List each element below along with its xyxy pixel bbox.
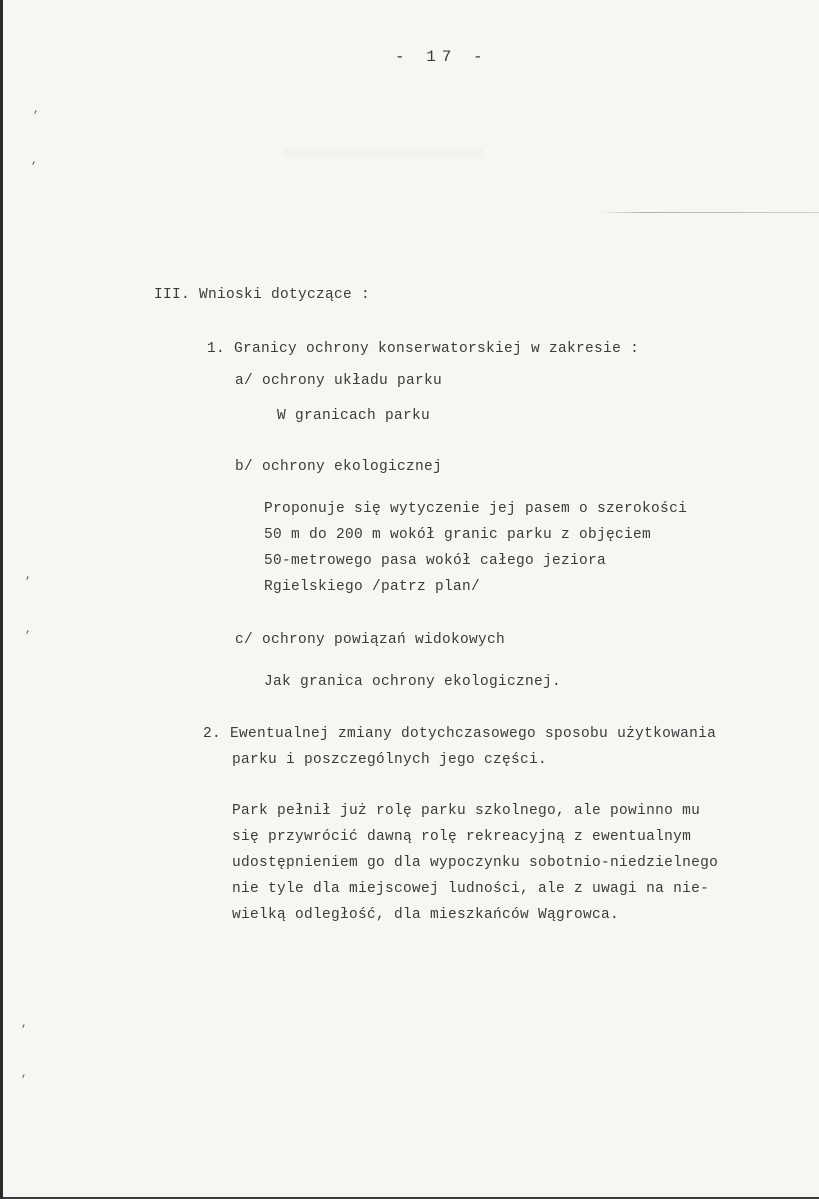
horizontal-rule	[599, 212, 819, 213]
item-1b-label: b/ ochrony ekologicznej	[235, 459, 443, 475]
faint-show-through	[283, 148, 483, 158]
margin-mark: ,	[31, 155, 38, 167]
margin-mark: ,	[21, 1018, 28, 1030]
item-1a-label: a/ ochrony układu parku	[235, 373, 443, 389]
section-heading: III. Wnioski dotyczące :	[154, 287, 371, 303]
item-1c-label: c/ ochrony powiązań widokowych	[235, 632, 506, 648]
item-2-title-line: 2. Ewentualnej zmiany dotychczasowego sposobu użytkowania	[203, 726, 717, 742]
item-2-paragraph-line: się przywrócić dawną rolę rekreacyjną z ewentualnym	[232, 829, 692, 845]
margin-mark: ,	[33, 104, 40, 116]
item-1a-text: W granicach parku	[277, 408, 431, 424]
margin-mark: ,	[25, 570, 32, 582]
item-2-title-line: parku i poszczególnych jego części.	[232, 752, 548, 768]
item-2-paragraph-line: wielką odległość, dla mieszkańców Wągrowca.	[232, 907, 620, 923]
item-1b-line: 50 m do 200 m wokół granic parku z objęciem	[264, 527, 652, 543]
item-2-paragraph-line: udostępnieniem go dla wypoczynku sobotnio-niedzielnego	[232, 855, 719, 871]
item-1b-line: 50-metrowego pasa wokół całego jeziora	[264, 553, 607, 569]
page-number: - 17 -	[395, 48, 489, 66]
margin-mark: ,	[25, 624, 32, 636]
item-2-paragraph-line: Park pełnił już rolę parku szkolnego, ale powinno mu	[232, 803, 701, 819]
item-1c-text: Jak granica ochrony ekologicznej.	[264, 674, 562, 690]
margin-mark: ,	[21, 1068, 28, 1080]
item-1-title: 1. Granicy ochrony konserwatorskiej w zakresie :	[207, 341, 640, 357]
item-2-paragraph-line: nie tyle dla miejscowej ludności, ale z uwagi na nie-	[232, 881, 710, 897]
item-1b-line: Rgielskiego /patrz plan/	[264, 579, 481, 595]
item-1b-line: Proponuje się wytyczenie jej pasem o szerokości	[264, 501, 688, 517]
